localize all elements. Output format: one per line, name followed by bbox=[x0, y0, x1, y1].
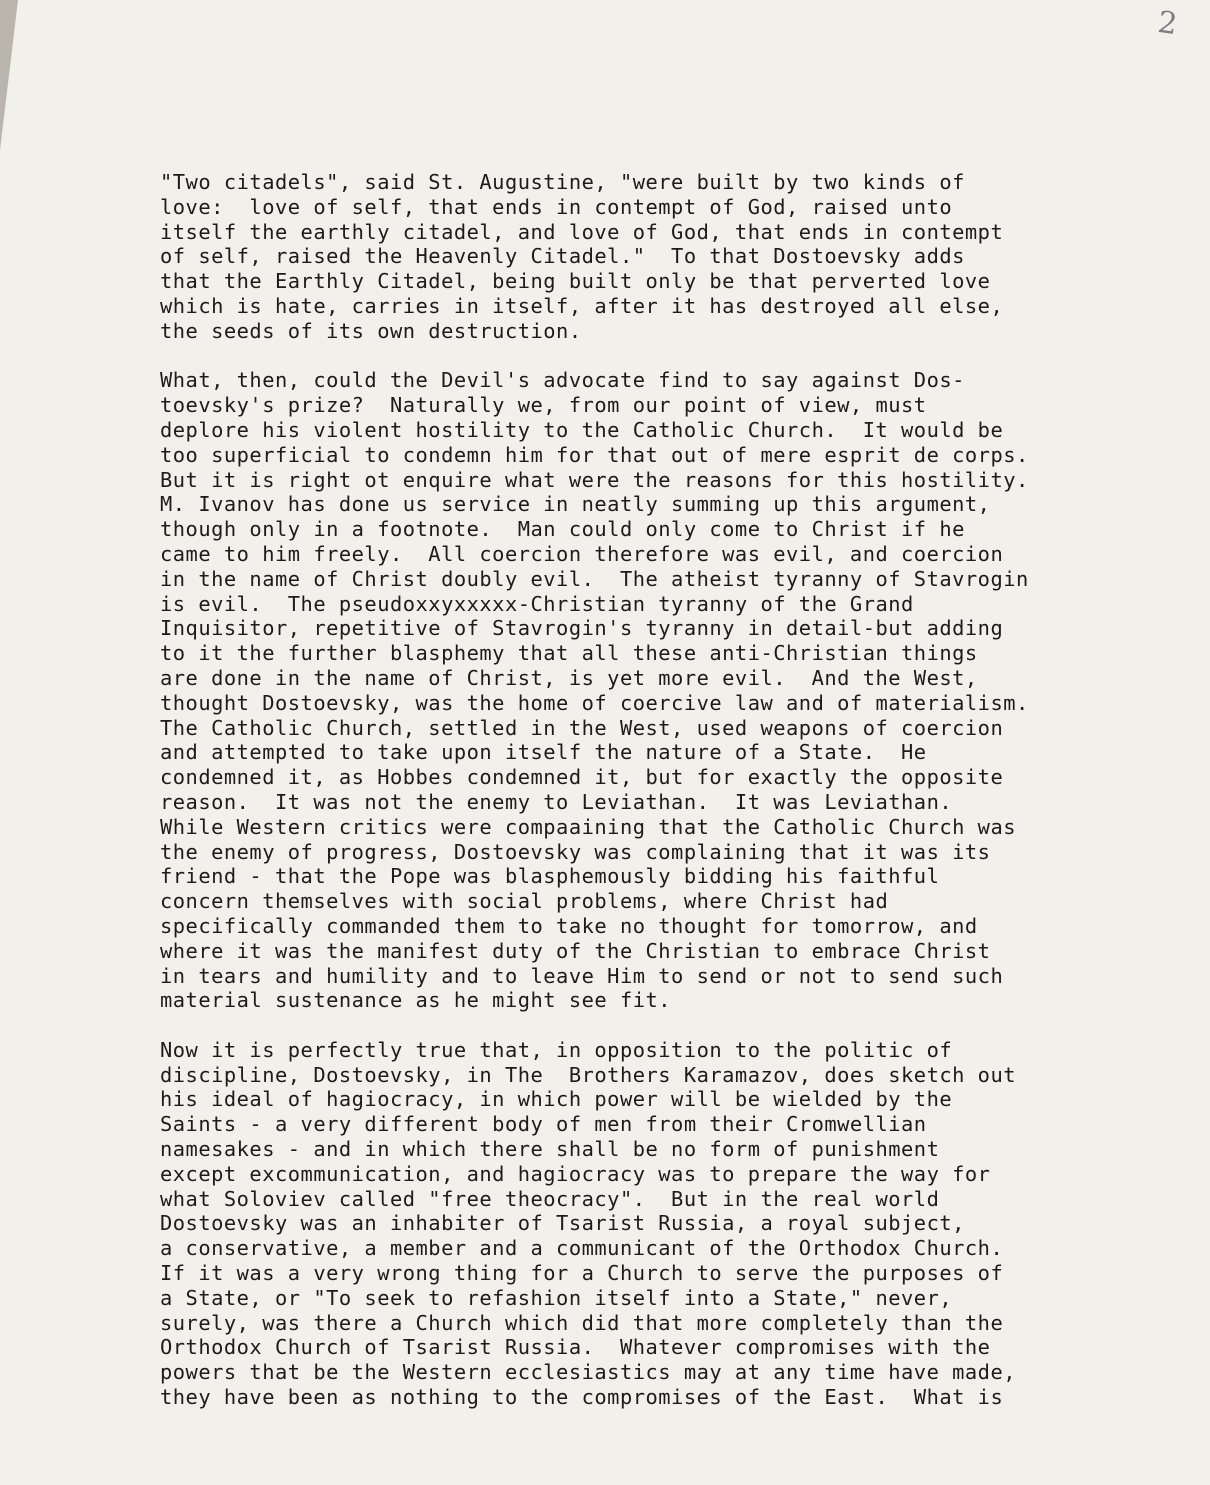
text-line: except excommunication, and hagiocracy was to prepare the way for bbox=[160, 1161, 991, 1186]
torn-corner bbox=[0, 0, 18, 150]
text-line: and attempted to take upon itself the nature of a State. He bbox=[160, 740, 927, 765]
text-line: what Soloviev called "free theocracy". But in the real world bbox=[160, 1186, 940, 1211]
text-line: his ideal of hagiocracy, in which power will be wielded by the bbox=[160, 1087, 953, 1112]
text-line: While Western critics were compaaining that the Catholic Church was bbox=[160, 814, 1017, 839]
text-line: condemned it, as Hobbes condemned it, but for exactly the opposite bbox=[160, 765, 1004, 790]
text-line: namesakes - and in which there shall be no form of punishment bbox=[160, 1137, 940, 1162]
text-line: though only in a footnote. Man could only come to Christ if he bbox=[160, 517, 965, 542]
text-line: came to him freely. All coercion therefore was evil, and coercion bbox=[160, 541, 1004, 566]
text-line: surely, was there a Church which did that more completely than the bbox=[160, 1310, 1004, 1335]
text-line: a State, or "To seek to refashion itself into a State," never, bbox=[160, 1285, 953, 1310]
text-line: Saints - a very different body of men from their Cromwellian bbox=[160, 1112, 927, 1137]
paragraph bbox=[160, 170, 1200, 344]
text-line: concern themselves with social problems, where Christ had bbox=[160, 889, 889, 914]
document-body bbox=[160, 170, 1200, 1435]
text-line: specifically commanded them to take no thought for tomorrow, and bbox=[160, 913, 978, 938]
text-line: they have been as nothing to the compromises of the East. What is bbox=[160, 1385, 1004, 1410]
text-line: "Two citadels", said St. Augustine, "were built by two kinds of bbox=[160, 170, 965, 194]
text-line: Inquisitor, repetitive of Stavrogin's tyranny in detail-but adding bbox=[160, 616, 1004, 641]
text-line: love: love of self, that ends in contempt of God, raised unto bbox=[160, 194, 953, 219]
text-line: What, then, could the Devil's advocate find to say against Dos- bbox=[160, 368, 965, 393]
text-line: powers that be the Western ecclesiastics may at any time have made, bbox=[160, 1360, 1017, 1385]
text-line: material sustenance as he might see fit. bbox=[160, 988, 672, 1013]
text-line: thought Dostoevsky, was the home of coercive law and of materialism. bbox=[160, 690, 1029, 715]
text-line: is evil. The pseudoxxyxxxxx-Christian tyranny of the Grand bbox=[160, 591, 914, 616]
page-number: 2 bbox=[1155, 4, 1180, 43]
text-line: toevsky's prize? Naturally we, from our point of view, must bbox=[160, 393, 927, 418]
text-line: of self, raised the Heavenly Citadel." To that Dostoevsky adds bbox=[160, 244, 965, 269]
text-line: are done in the name of Christ, is yet more evil. And the West, bbox=[160, 665, 978, 690]
text-line: Dostoevsky was an inhabiter of Tsarist Russia, a royal subject, bbox=[160, 1211, 965, 1236]
text-line: friend - that the Pope was blasphemously bidding his faithful bbox=[160, 864, 940, 889]
text-line: discipline, Dostoevsky, in The Brothers Karamazov, does sketch out bbox=[160, 1062, 1017, 1087]
text-line: in tears and humility and to leave Him to send or not to send such bbox=[160, 963, 1004, 988]
text-line: Now it is perfectly true that, in opposition to the politic of bbox=[160, 1037, 953, 1062]
text-line: where it was the manifest duty of the Christian to embrace Christ bbox=[160, 938, 991, 963]
text-line: which is hate, carries in itself, after it has destroyed all else, bbox=[160, 293, 1004, 318]
text-line: in the name of Christ doubly evil. The atheist tyranny of Stavrogin bbox=[160, 566, 1029, 591]
text-line: a conservative, a member and a communicant of the Orthodox Church. bbox=[160, 1236, 1004, 1261]
text-line: too superficial to condemn him for that out of mere esprit de corps. bbox=[160, 442, 1029, 467]
text-line: the enemy of progress, Dostoevsky was complaining that it was its bbox=[160, 839, 991, 864]
text-line: that the Earthly Citadel, being built only be that perverted love bbox=[160, 269, 991, 294]
text-line: But it is right ot enquire what were the reasons for this hostility. bbox=[160, 467, 1029, 492]
text-line: The Catholic Church, settled in the West, used weapons of coercion bbox=[160, 715, 1004, 740]
text-line: to it the further blasphemy that all these anti-Christian things bbox=[160, 641, 978, 666]
paragraph bbox=[160, 1038, 1200, 1410]
text-line: itself the earthly citadel, and love of God, that ends in contempt bbox=[160, 219, 1004, 244]
text-line: deplore his violent hostility to the Catholic Church. It would be bbox=[160, 417, 1004, 442]
text-line: If it was a very wrong thing for a Church to serve the purposes of bbox=[160, 1261, 1004, 1286]
paragraph bbox=[160, 368, 1200, 1013]
text-line: the seeds of its own destruction. bbox=[160, 318, 582, 343]
text-line: Orthodox Church of Tsarist Russia. Whatever compromises with the bbox=[160, 1335, 991, 1360]
text-line: reason. It was not the enemy to Leviathan. It was Leviathan. bbox=[160, 789, 953, 814]
text-line: M. Ivanov has done us service in neatly summing up this argument, bbox=[160, 492, 991, 517]
